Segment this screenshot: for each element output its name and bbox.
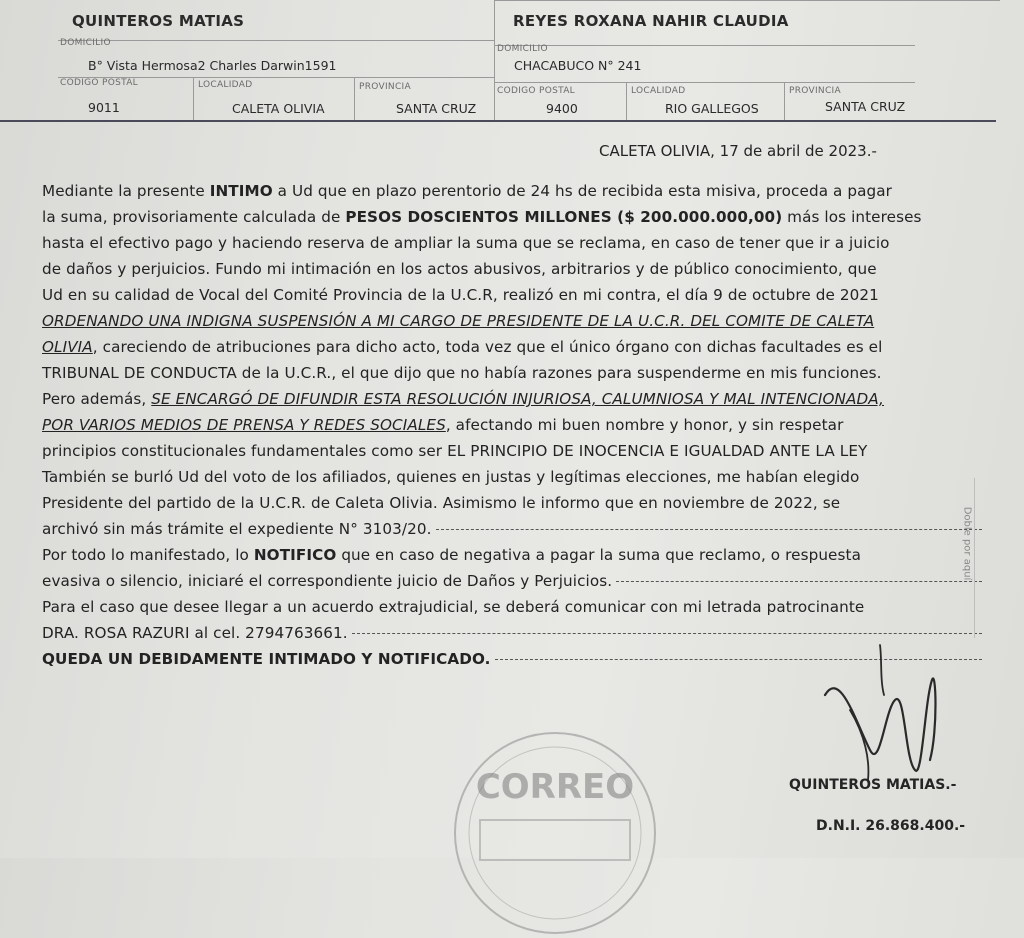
header-center-divider (494, 0, 495, 122)
body-line-text (42, 412, 843, 438)
recipient-domicilio-label: DOMICILIO (497, 44, 548, 54)
sender-cp-divider (193, 77, 194, 121)
recipient-cp: 9400 (546, 101, 578, 116)
body-line (42, 178, 982, 204)
recipient-cp-label: CODIGO POSTAL (497, 86, 575, 96)
header-divider (495, 0, 1000, 1)
recipient-domicilio: CHACABUCO N° 241 (514, 58, 642, 73)
body-line-text (42, 594, 864, 620)
header-bottom-rule (0, 120, 996, 122)
body-line-text (42, 542, 861, 568)
text-run: Ud en su calidad de Vocal del Comité Provincia de la U.C.R, realizó en mi contra, el día 9 de octubre de 2021 (42, 286, 879, 304)
recipient-loc-divider (784, 82, 785, 122)
text-run: , afectando mi buen nombre y honor, y sin respetar (445, 416, 844, 434)
recipient-localidad: RIO GALLEGOS (665, 101, 759, 116)
body-line-text (42, 516, 432, 542)
sender-localidad: CALETA OLIVIA (232, 101, 325, 116)
sender-name: QUINTEROS MATIAS (72, 12, 245, 30)
sender-name-rule (58, 40, 494, 41)
sender-cp: 9011 (88, 100, 120, 115)
body-line (42, 594, 982, 620)
body-line-text (42, 360, 882, 386)
underlined-phrase: OLIVIA (42, 338, 93, 356)
body-line-text (42, 334, 882, 360)
letter-date: CALETA OLIVIA, 17 de abril de 2023.- (599, 142, 877, 160)
bold-phrase: PESOS DOSCIENTOS MILLONES ($ 200.000.000,00) (345, 208, 783, 226)
body-line-text (42, 256, 877, 282)
recipient-name: REYES ROXANA NAHIR CLAUDIA (513, 12, 789, 30)
underlined-phrase: POR VARIOS MEDIOS DE PRENSA Y REDES SOCIALES (42, 416, 446, 434)
body-line-text (42, 282, 879, 308)
body-line (42, 204, 982, 230)
body-line-text (42, 386, 884, 412)
text-run: Mediante la presente (42, 182, 210, 200)
body-line (42, 412, 982, 438)
body-line-text (42, 464, 859, 490)
body-line (42, 334, 982, 360)
body-line (42, 568, 982, 594)
handwritten-signature (810, 640, 950, 800)
body-line-text (42, 646, 491, 672)
text-run: principios constitucionales fundamentales como ser EL PRINCIPIO DE INOCENCIA E IGUALDAD ANTE LA LEY (42, 442, 868, 460)
sender-provincia: SANTA CRUZ (396, 101, 477, 116)
body-line-text (42, 568, 612, 594)
body-line (42, 438, 982, 464)
recipient-localidad-label: LOCALIDAD (631, 86, 686, 96)
body-line (42, 256, 982, 282)
text-run: Para el caso que desee llegar a un acuerdo extrajudicial, se deberá comunicar con mi letrada patrocinante (42, 598, 865, 616)
signer-name: QUINTEROS MATIAS.- (789, 777, 957, 793)
bold-phrase: NOTIFICO (253, 546, 337, 564)
underlined-phrase: SE ENCARGÓ DE DIFUNDIR ESTA RESOLUCIÓN INJURIOSA, CALUMNIOSA Y MAL INTENCIONADA, (151, 390, 884, 408)
dash-filler (352, 632, 982, 634)
underlined-phrase: ORDENANDO UNA INDIGNA SUSPENSIÓN A MI CARGO DE PRESIDENTE DE LA U.C.R. DEL COMITE DE CALETA (42, 312, 875, 330)
text-run: Presidente del partido de la U.C.R. de Caleta Olivia. Asimismo le informo que en noviembre de 2022, se (42, 494, 841, 512)
text-run: También se burló Ud del voto de los afiliados, quienes en justas y legítimas elecciones, me habían elegido (42, 468, 860, 486)
sender-provincia-label: PROVINCIA (359, 82, 411, 92)
body-line-text (42, 178, 892, 204)
sender-localidad-label: LOCALIDAD (198, 80, 253, 90)
body-line-text (42, 620, 348, 646)
text-run: archivó sin más trámite el expediente N° 3103/20. (42, 520, 432, 538)
recipient-provincia: SANTA CRUZ (825, 99, 906, 114)
body-line (42, 464, 982, 490)
body-line (42, 360, 982, 386)
signer-dni: D.N.I. 26.868.400.- (816, 818, 966, 834)
text-run: TRIBUNAL DE CONDUCTA de la U.C.R., el que dijo que no había razones para suspenderme en mis funciones. (42, 364, 882, 382)
text-run: más los intereses (782, 208, 922, 226)
fold-note-text: Doble por aquí (961, 506, 973, 581)
text-run: a Ud que en plazo perentorio de 24 hs de recibida esta misiva, proceda a pagar (272, 182, 892, 200)
text-run: la suma, provisoriamente calculada de (42, 208, 346, 226)
body-line-text (42, 230, 890, 256)
recipient-cp-divider (626, 82, 627, 122)
letter-body (42, 178, 982, 672)
bold-phrase: QUEDA UN DEBIDAMENTE INTIMADO Y NOTIFICADO. (42, 650, 491, 668)
bold-phrase: INTIMO (209, 182, 273, 200)
body-line (42, 386, 982, 412)
body-line (42, 230, 982, 256)
body-line-text (42, 308, 874, 334)
body-line (42, 490, 982, 516)
sender-domicilio-label: DOMICILIO (60, 38, 111, 48)
sender-cp-label: CODIGO POSTAL (60, 78, 138, 88)
body-line-text (42, 490, 840, 516)
text-run: Por todo lo manifestado, lo (42, 546, 254, 564)
body-line-text (42, 204, 922, 230)
recipient-provincia-label: PROVINCIA (789, 86, 841, 96)
stamp-text: CORREO (475, 767, 635, 807)
body-line (42, 542, 982, 568)
text-run: , careciendo de atribuciones para dicho acto, toda vez que el único órgano con dichas facultades es el (92, 338, 883, 356)
text-run: DRA. ROSA RAZURI al cel. 2794763661. (42, 624, 348, 642)
dash-filler (436, 528, 982, 530)
dash-filler (616, 580, 982, 582)
text-run: Pero además, (42, 390, 152, 408)
text-run: de daños y perjuicios. Fundo mi intimación en los actos abusivos, arbitrarios y de público conocimiento, que (42, 260, 877, 278)
text-run: evasiva o silencio, iniciaré el correspondiente juicio de Daños y Perjuicios. (42, 572, 613, 590)
address-header (0, 0, 1000, 125)
sender-domicilio: B° Vista Hermosa2 Charles Darwin1591 (88, 58, 337, 73)
postal-stamp (450, 728, 660, 938)
sender-loc-divider (354, 77, 355, 121)
body-line (42, 308, 982, 334)
recipient-address-rule (495, 82, 915, 83)
body-line (42, 282, 982, 308)
recipient-name-rule (495, 45, 915, 46)
fold-note (961, 478, 1010, 638)
body-line-text (42, 438, 867, 464)
text-run: que en caso de negativa a pagar la suma que reclamo, o respuesta (336, 546, 861, 564)
text-run: hasta el efectivo pago y haciendo reserva de ampliar la suma que se reclama, en caso de tener que ir a juicio (42, 234, 890, 252)
body-line (42, 516, 982, 542)
